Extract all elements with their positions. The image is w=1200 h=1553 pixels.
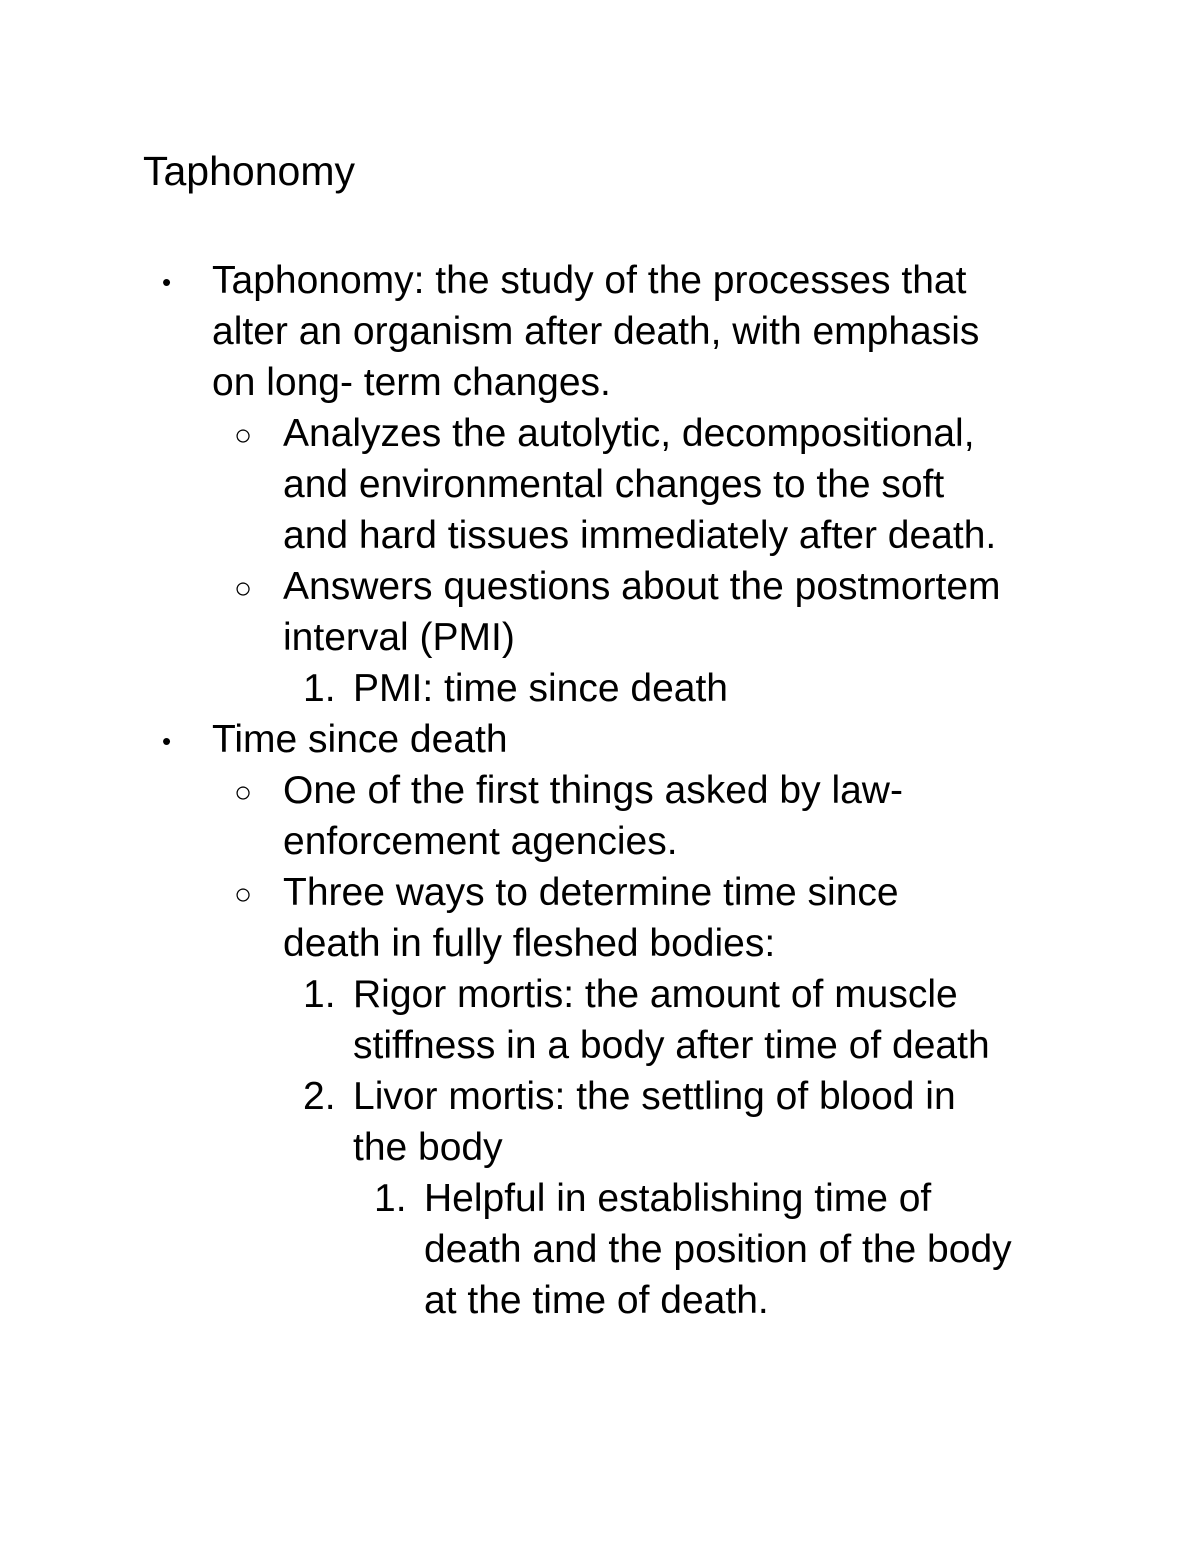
numbered-item-text: the body: [353, 1126, 503, 1169]
number-marker: 2.: [303, 1075, 336, 1118]
circle-marker: ○: [234, 419, 253, 452]
page-title: Taphonomy: [143, 148, 355, 194]
circle-marker: ○: [234, 878, 253, 911]
sub-item-text: death in fully fleshed bodies:: [283, 922, 776, 965]
sub-item-text: and hard tissues immediately after death.: [283, 514, 997, 557]
list-item-text: alter an organism after death, with emphasis: [212, 310, 980, 353]
circle-marker: ○: [234, 776, 253, 809]
sub-item-text: Answers questions about the postmortem: [283, 565, 1001, 608]
number-marker: 1.: [303, 973, 336, 1016]
sub-item-text: One of the first things asked by law-: [283, 769, 903, 812]
numbered-item-text: Livor mortis: the settling of blood in: [353, 1075, 956, 1118]
nested-numbered-item-text: Helpful in establishing time of: [424, 1177, 932, 1220]
nested-numbered-item-text: at the time of death.: [424, 1279, 769, 1322]
sub-item-text: Three ways to determine time since: [283, 871, 899, 914]
list-item-text: Time since death: [212, 718, 508, 761]
number-marker: 1.: [374, 1177, 407, 1220]
list-item-text: on long- term changes.: [212, 361, 611, 404]
numbered-item-text: PMI: time since death: [353, 667, 728, 710]
numbered-item-text: stiffness in a body after time of death: [353, 1024, 990, 1067]
nested-numbered-item-text: death and the position of the body: [424, 1228, 1012, 1271]
bullet-marker: •: [162, 267, 172, 297]
sub-item-text: and environmental changes to the soft: [283, 463, 945, 506]
circle-marker: ○: [234, 572, 253, 605]
sub-item-text: enforcement agencies.: [283, 820, 678, 863]
sub-item-text: interval (PMI): [283, 616, 515, 659]
numbered-item-text: Rigor mortis: the amount of muscle: [353, 973, 958, 1016]
number-marker: 1.: [303, 667, 336, 710]
list-item-text: Taphonomy: the study of the processes that: [212, 259, 967, 302]
sub-item-text: Analyzes the autolytic, decompositional,: [283, 412, 975, 455]
bullet-marker: •: [162, 726, 172, 756]
